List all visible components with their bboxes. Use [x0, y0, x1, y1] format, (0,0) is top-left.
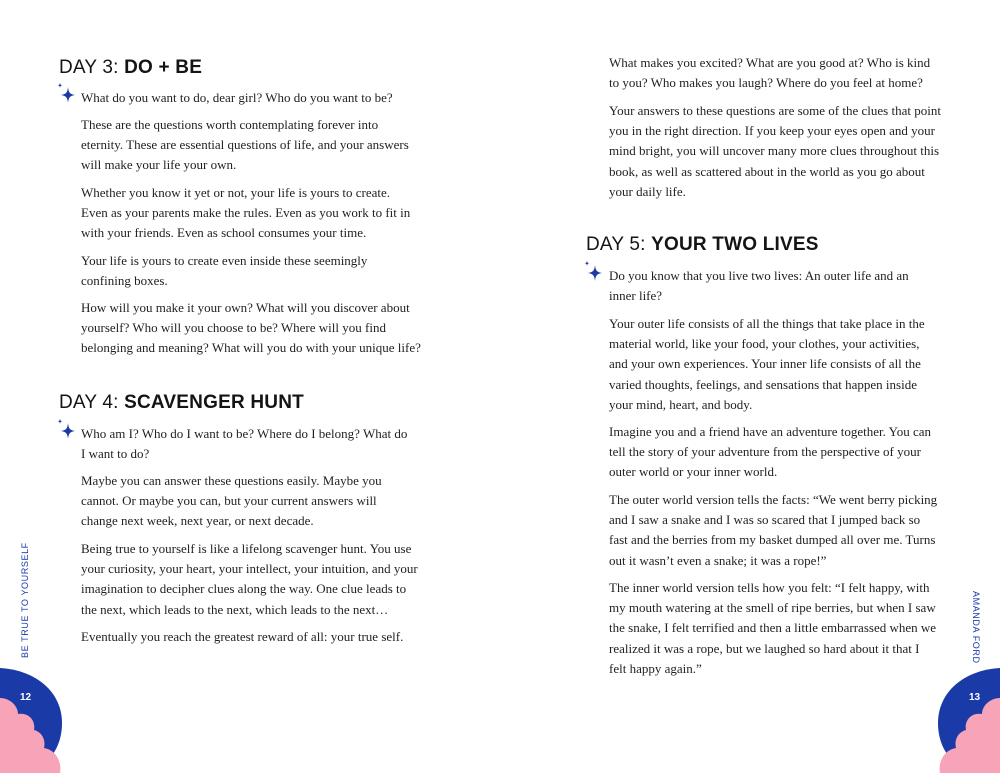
day5-paragraph-4: The outer world version tells the facts: “We went berry picking and I saw a snake and I was so scared that I jumped back so fast and the berries from my basket dumped all over me. Turns out it wasn’t even a snake; it was a rope!” [609, 492, 938, 568]
side-label-author: AMANDA FORD [971, 591, 981, 664]
day5-paragraph-1: Do you know that you live two lives: An outer life and an inner life? [609, 268, 909, 304]
continued-paragraph-1: What makes you excited? What are you good at? Who is kind to you? Who makes you laugh? Where do you feel at home? [609, 55, 931, 91]
day3-paragraph-3: Whether you know it yet or not, your life is yours to create. Even as your parents make the rules. Even as you work to fit in with your friends. Even as school consumes your time. [81, 185, 411, 241]
day4-paragraph-1: Who am I? Who do I want to be? Where do I belong? What do I want to do? [81, 426, 408, 462]
day4-paragraph-2: Maybe you can answer these questions easily. Maybe you cannot. Or maybe you can, but your current answers will change next week, next year, or next decade. [81, 473, 382, 529]
corner-decoration [930, 668, 1000, 773]
sparkle-icon [55, 418, 77, 444]
corner-decoration [0, 668, 70, 773]
day5-heading [586, 234, 819, 256]
day5-title: YOUR TWO LIVES [651, 234, 819, 255]
sparkle-icon [55, 82, 77, 108]
side-label-book-title: BE TRUE TO YOURSELF [20, 542, 30, 658]
day3-paragraph-2: These are the questions worth contemplating forever into eternity. These are essential questions of life, and your answers will make your life your own. [81, 117, 409, 173]
day5-paragraph-5: The inner world version tells how you felt: “I felt happy, with my mouth watering at the smell of ripe berries, but when I saw the snake, I felt terrified and then a little embarrassed when we realized it was a rope, but we laughed so hard about it that I felt happy again.” [609, 580, 937, 676]
continued-paragraph-2: Your answers to these questions are some of the clues that point you in the right direction. If you keep your eyes open and your mind bright, you will uncover many more clues throughout this book, as well as scattered about in the world as you go about your daily life. [609, 103, 941, 199]
day5-prefix: DAY 5: [586, 234, 652, 255]
right-page [500, 0, 1000, 773]
day3-title: DO + BE [124, 57, 203, 78]
day5-paragraph-3: Imagine you and a friend have an adventure together. You can tell the story of your adventure from the perspective of your outer world or your inner world. [609, 424, 932, 480]
day3-heading [59, 57, 202, 79]
sparkle-icon [582, 260, 604, 286]
page-number: 13 [969, 692, 981, 703]
day4-paragraph-4: Eventually you reach the greatest reward of all: your true self. [81, 629, 404, 644]
day4-title: SCAVENGER HUNT [124, 392, 304, 413]
day4-prefix: DAY 4: [59, 392, 125, 413]
day3-prefix: DAY 3: [59, 57, 125, 78]
day3-paragraph-5: How will you make it your own? What will you discover about yourself? Who will you choose to be? Where will you find belonging and meaning? What will you do with your unique life? [81, 300, 421, 356]
day3-paragraph-1: What do you want to do, dear girl? Who do you want to be? [81, 90, 393, 105]
day4-paragraph-3: Being true to yourself is like a lifelong scavenger hunt. You use your curiosity, your heart, your intellect, your intuition, and your imagination to decipher clues along the way. One clue leads to the next, which leads to the next, which leads to the next… [81, 541, 418, 617]
day5-paragraph-2: Your outer life consists of all the things that take place in the material world, like your food, your clothes, your activities, and your own experiences. Your inner life consists of all the varied thoughts, feelings, and sensations that happen inside your mind, heart, and body. [609, 316, 925, 412]
day3-paragraph-4: Your life is yours to create even inside these seemingly confining boxes. [81, 253, 368, 289]
page-number: 12 [20, 692, 32, 703]
day4-heading [59, 392, 304, 414]
